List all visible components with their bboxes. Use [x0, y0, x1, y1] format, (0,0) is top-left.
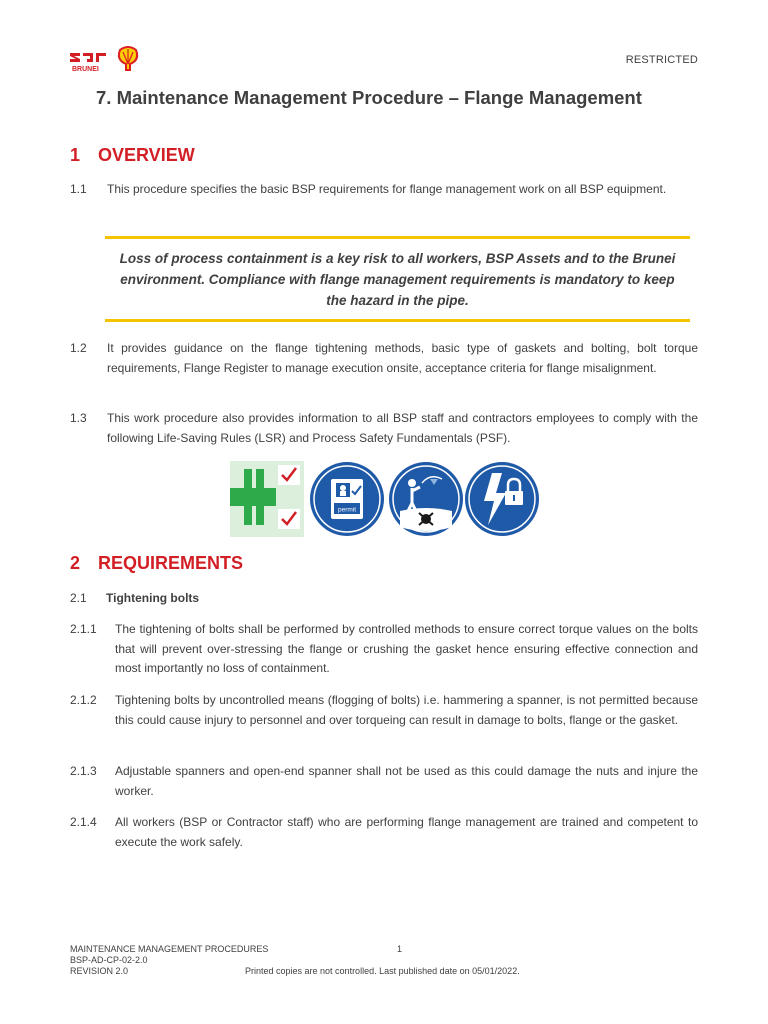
footer-left — [70, 944, 268, 977]
paragraph-text: All workers (BSP or Contractor staff) who are performing flange management are trained and competent to execute the work safely. — [115, 815, 698, 849]
section-2-heading — [70, 553, 243, 574]
paragraph-text: This procedure specifies the basic BSP requirements for flange management work on all BSP equipment. — [107, 182, 667, 196]
section-number: 1 — [70, 145, 81, 165]
energy-isolation-icon — [465, 462, 539, 536]
paragraph-number: 2.1.1 — [70, 622, 97, 636]
safety-icons-row — [230, 461, 540, 537]
footer-revision: REVISION 2.0 — [70, 966, 129, 976]
permit-label: permit — [337, 506, 357, 514]
bsp-logo-icon — [68, 44, 158, 74]
work-permit-icon — [310, 462, 384, 536]
paragraph-2-1-1 — [70, 620, 698, 679]
paragraph-number: 2.1.3 — [70, 764, 97, 778]
paragraph-text: It provides guidance on the flange tightening methods, basic type of gaskets and bolting, bolt torque requirements, Flange Register to manage execution onsite, acceptance criteria for flange misalignment. — [107, 341, 698, 375]
section-number: 2 — [70, 553, 81, 573]
paragraph-2-1-4 — [70, 813, 698, 852]
subsection-number: 2.1 — [70, 591, 87, 605]
callout-text: Loss of process containment is a key risk to all workers, BSP Assets and to the Brunei environment. Compliance with flange management requirements is mandatory to keep the hazard in the pipe. — [119, 250, 676, 308]
section-title: OVERVIEW — [98, 145, 195, 165]
footer-doc-name: MAINTENANCE MANAGEMENT PROCEDURES — [70, 944, 269, 954]
footer-print-note: Printed copies are not controlled. Last published date on 05/01/2022. — [245, 966, 520, 976]
document-title: 7. Maintenance Management Procedure – Flange Management — [96, 87, 642, 108]
paragraph-number: 1.1 — [70, 182, 87, 196]
paragraph-number: 1.2 — [70, 341, 87, 355]
section-1-heading — [70, 145, 195, 166]
subsection-title: Tightening bolts — [106, 591, 200, 605]
paragraph-1-3 — [70, 409, 698, 448]
paragraph-1-2 — [70, 339, 698, 378]
bsp-shell-logo — [68, 44, 158, 74]
paragraph-text: This work procedure also provides information to all BSP staff and contractors employees to comply with the following Life-Saving Rules (LSR) and Process Safety Fundamentals (PSF). — [107, 411, 698, 445]
subsection-2-1 — [70, 591, 199, 605]
paragraph-2-1-3 — [70, 762, 698, 801]
section-title: REQUIREMENTS — [98, 553, 244, 573]
footer-doc-code: BSP-AD-CP-02-2.0 — [70, 955, 148, 965]
paragraph-number: 2.1.2 — [70, 693, 97, 707]
paragraph-2-1-2 — [70, 691, 698, 730]
flange-psf-icon — [230, 461, 304, 537]
paragraph-1-1 — [70, 180, 698, 200]
classification-label: RESTRICTED — [625, 54, 698, 66]
paragraph-text: Adjustable spanners and open-end spanner shall not be used as this could damage the nuts and injure the worker. — [115, 764, 698, 798]
footer-page-number: 1 — [397, 944, 403, 954]
paragraph-text: The tightening of bolts shall be performed by controlled methods to ensure correct torque values on the bolts that will prevent over-stressing the flange or crushing the gasket hence ensuring effective connection and most importantly no loss of containment. — [115, 622, 698, 675]
paragraph-text: Tightening bolts by uncontrolled means (flogging of bolts) i.e. hammering a spanner, is not permitted because this could cause injury to personnel and over torqueing can result in damage to bolts, flange or the gasket. — [115, 693, 698, 727]
svg-text:BRUNEI: BRUNEI — [72, 66, 99, 73]
paragraph-number: 1.3 — [70, 411, 87, 425]
paragraph-number: 2.1.4 — [70, 815, 97, 829]
safety-callout-box — [105, 236, 690, 322]
gas-test-icon — [389, 462, 463, 536]
